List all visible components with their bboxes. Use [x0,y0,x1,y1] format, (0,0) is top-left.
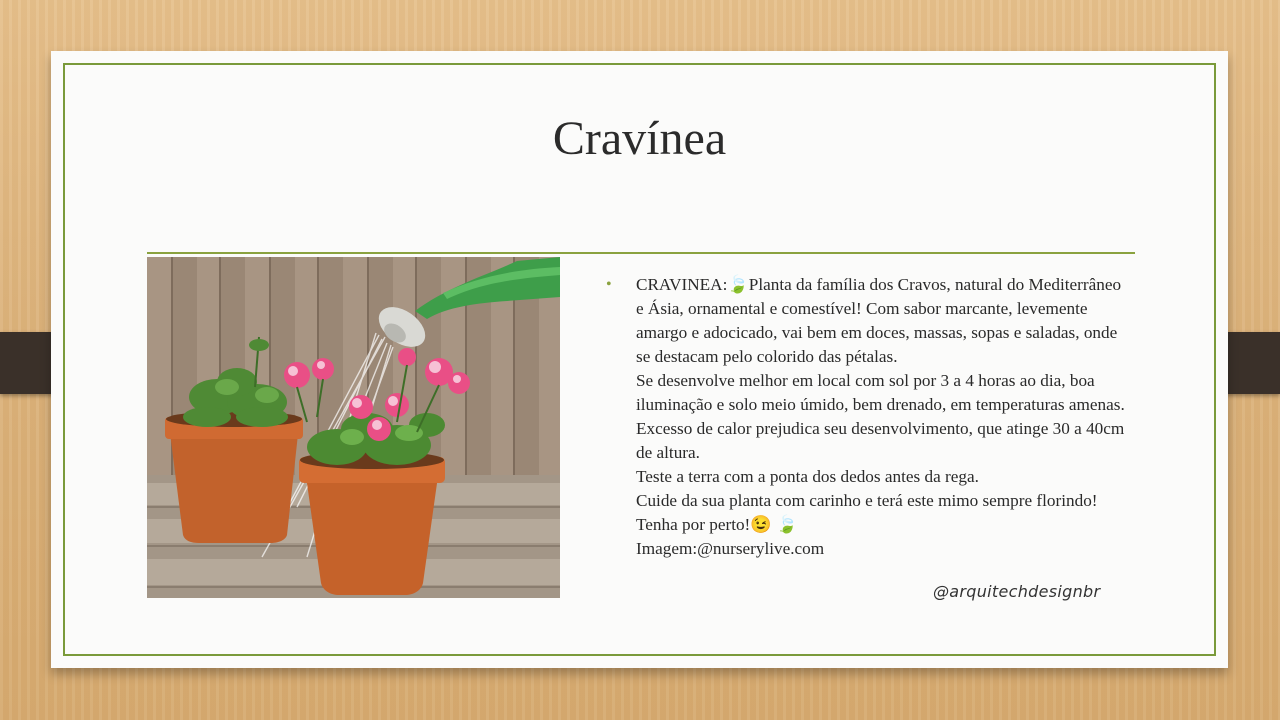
slide [51,51,1228,668]
description-paragraph-intro: CRAVINEA:🍃Planta da família dos Cravos, natural do Mediterrâneo e Ásia, ornamental e comestível! Com sabor marcante, levemente amargo e adocicado, vai bem em doces, massas, sopas e saladas, onde se destacam pelo colorido das pétalas. [636,275,1122,366]
description-paragraph-care: Cuide da sua planta com carinho e terá este mimo sempre florindo! Tenha por perto!😉 🍃 [636,491,1098,534]
slide-title: Cravínea [552,112,727,165]
description-text-block [606,273,1126,561]
plant-photo [147,257,560,598]
bullet-icon: • [606,276,612,293]
author-signature: @arquitechdesignbr [933,582,1101,601]
title-divider [147,252,1135,254]
description-paragraph-watering: Teste a terra com a ponta dos dedos antes da rega. [636,467,979,486]
description-paragraph-growing: Se desenvolve melhor em local com sol por 3 a 4 horas ao dia, boa iluminação e solo meio úmido, bem drenado, em temperaturas amenas. Excesso de calor prejudica seu desenvolvimento, que atinge 30 a 40cm de altura. [636,371,1125,462]
image-credit: Imagem:@nurserylive.com [636,539,825,558]
